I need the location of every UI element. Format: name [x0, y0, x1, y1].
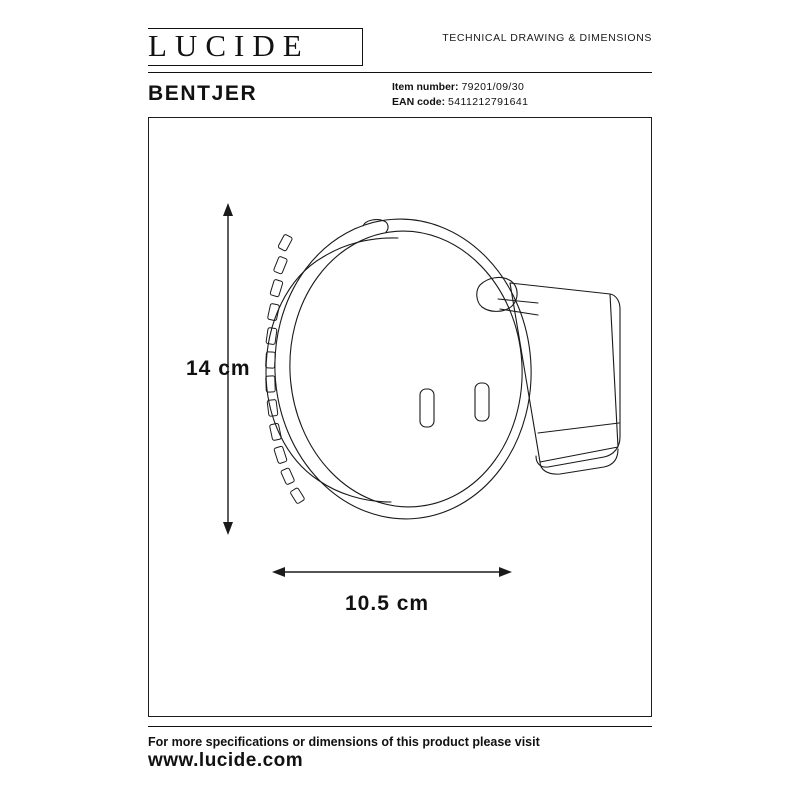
drawing-svg	[148, 117, 652, 717]
logo-rule-right	[362, 28, 363, 66]
item-number-value: 79201/09/30	[461, 81, 525, 93]
footer-note: For more specifications or dimensions of this product please visit	[148, 735, 540, 749]
ean-code-row	[392, 95, 528, 110]
footer-divider	[148, 726, 652, 727]
logo-rule-bottom	[148, 65, 363, 66]
item-number-label: Item number:	[392, 81, 459, 93]
ean-code-value: 5411212791641	[448, 96, 529, 108]
product-title: BENTJER	[148, 82, 258, 105]
item-number-row	[392, 80, 528, 95]
product-technical-drawing	[148, 117, 652, 717]
height-dimension-label: 14 cm	[186, 357, 251, 380]
footer-website[interactable]: www.lucide.com	[148, 750, 304, 771]
header-divider	[148, 72, 652, 73]
lucide-logo	[148, 22, 363, 66]
product-meta	[392, 80, 528, 110]
document-type-label: TECHNICAL DRAWING & DIMENSIONS	[442, 32, 652, 44]
document-header	[148, 22, 652, 70]
logo-wordmark: LUCIDE	[148, 28, 310, 63]
width-dimension-label: 10.5 cm	[345, 592, 430, 615]
ean-code-label: EAN code:	[392, 96, 446, 108]
